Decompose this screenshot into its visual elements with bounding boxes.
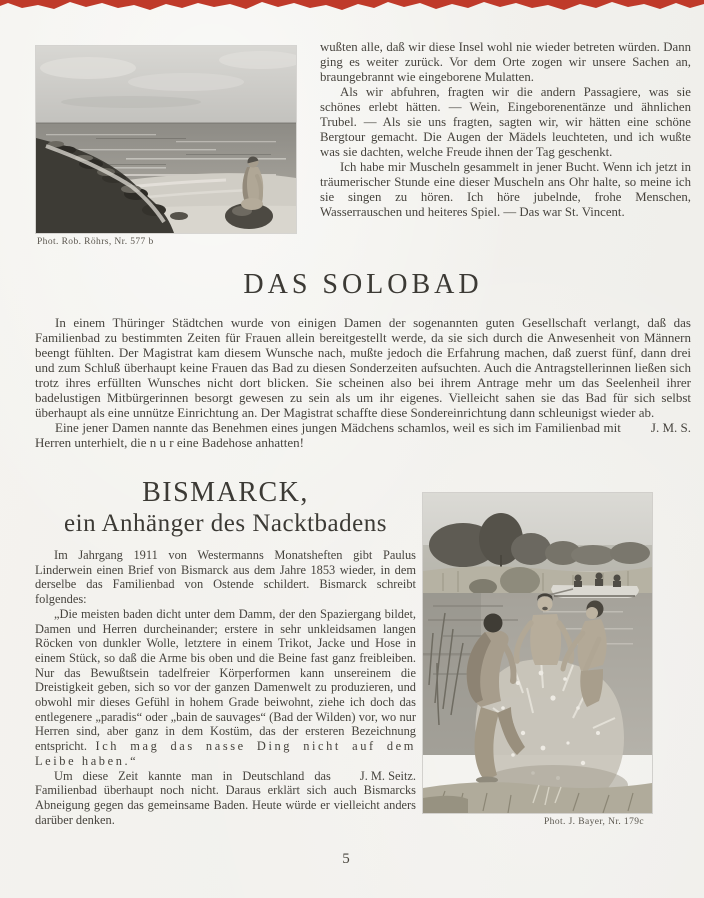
bismarck-outro-paragraph: J. M. Seitz. Um diese Zeit kannte man in Deutschland das Familienbad überhaupt noch nicht. Daraus erklärt sich auch Bismarcks Abneigung gegen das gemeinsame Baden. Heute würde er vielleicht anders darüber denken. xyxy=(35,768,416,827)
photo-lake-bathers xyxy=(423,493,652,813)
page-number: 5 xyxy=(342,851,350,867)
bismarck-article xyxy=(35,477,416,827)
bismarck-quote-paragraph: „Die meisten baden dicht unter dem Damm, der den Spaziergang bildet, Damen und Herren durcheinander; erstere in sehr unkleidsamen langen Röcken von dunkler Wolle, letztere in einem Trikot, Jacke und Hose in einem Stück, so daß die Arme bis oben und die Beine fast ganz freibleiben. Nur das Bewußtsein tadelfreier Körperformen kann unsereinem die Dreistigkeit geben, sich so vor der ganzen Damenwelt zu produzieren, und obwohl mir dieses Gefühl in hohem Grade beiwohnt, ziehe ich doch das entlegenere „paradis“ oder „bain de sauvages“ (Bad der Wilden) vor, wo nur Herren sind, aber ganz in dem Kostüm, das der ersteren Bezeichnung entspricht. Ich mag das nasse Ding nicht auf dem Leibe haben.“ xyxy=(35,606,416,768)
vincent-paragraph: Als wir abfuhren, fragten wir die andern Passagiere, was sie schönes erlebt hätten. — Wein, Eingeborenentänze und ähnlichen Trubel. — Als sie uns fragten, sagten wir, wir hätten eine schöne Bergtour gemacht. Die Augen der Mädels leuchteten, und ich wußte was sie dachten, welche Freude ihnen der Tag geschenkt. xyxy=(320,85,691,159)
bismarck-intro-paragraph: Im Jahrgang 1911 von Westermanns Monatsheften gibt Paulus Linderwein einen Brief von Bismarck aus dem Jahre 1853 wieder, in dem derselbe das Familienbad von Ostende schildert. Bismarck schreibt folgendes: xyxy=(35,548,416,607)
bismarck-quote-emphasis: Ich mag das nasse Ding nicht auf dem Leibe haben.“ xyxy=(35,739,416,768)
solobad-title: DAS SOLOBAD xyxy=(243,269,483,300)
vincent-paragraph: Ich habe mir Muscheln gesammelt in jener Bucht. Wenn ich jetzt in träumerischer Stunde eine dieser Muscheln ans Ohr halte, so meine ich sie singen zu hören. Ich höre jubelnde, frohe Menschen, Wasserrauschen und heiteres Spiel. — Das war St. Vincent. xyxy=(320,160,691,219)
photo-caption-lake: Phot. J. Bayer, Nr. 179c xyxy=(544,817,644,827)
vincent-article-text xyxy=(320,40,691,220)
torn-paper-edge xyxy=(0,0,704,12)
photo-caption-seaside: Phot. Rob. Röhrs, Nr. 577 b xyxy=(37,237,154,247)
bismarck-title-line2: ein Anhänger des Nacktbadens xyxy=(64,510,387,537)
solobad-paragraph: In einem Thüringer Städtchen wurde von einigen Damen der sogenannten guten Gesellschaft verlangt, daß das Familienbad zu bestimmten Zeiten für Frauen allein bereitgestellt werde, da sie sich durch die Anwesenheit von Männern beengt fühlten. Der Magistrat kam diesem Wunsche nach, mußte jedoch die Erfahrung machen, daß zuerst fünf, dann drei und zum Schluß überhaupt keine Frauen das Bad zu diesen Sonderzeiten aufsuchten. Auch die Antragstellerinnen ließen sich trotz ihres erfüllten Wunsches nicht dort blicken. Sie scheinen also bei ihrem Antrage mehr um das Seelenheil ihrer badelustigen Mitbürgerinnen besorgt gewesen zu sein als um ihr eigenes. Vielleicht sahen sie das Bad für sich selbst überhaupt als eine unnütze Einrichtung an. Der Magistrat schaffte diese Sondereinrichtung dann schleunigst wieder ab. xyxy=(35,315,691,420)
torn-paper-edge-shape xyxy=(0,0,704,10)
vincent-paragraph: wußten alle, daß wir diese Insel wohl nie wieder betreten würden. Dann ging es weiter zurück. Vor dem Orte zogen wir unsere Sachen an, braungebrannt wie eingeborene Mulatten. xyxy=(320,40,691,84)
solobad-signature: J. M. S. xyxy=(650,420,691,435)
solobad-paragraph: J. M. S. Eine jener Damen nannte das Benehmen eines jungen Mädchens schamlos, weil es sich im Familienbad mit Herren unterhielt, die n u r eine Badehose anhatten! xyxy=(35,420,691,450)
bismarck-signature: J. M. Seitz. xyxy=(359,768,416,783)
bismarck-title-line1: BISMARCK, xyxy=(142,477,309,508)
solobad-article xyxy=(35,270,691,450)
photo-seaside-bather xyxy=(36,46,296,233)
